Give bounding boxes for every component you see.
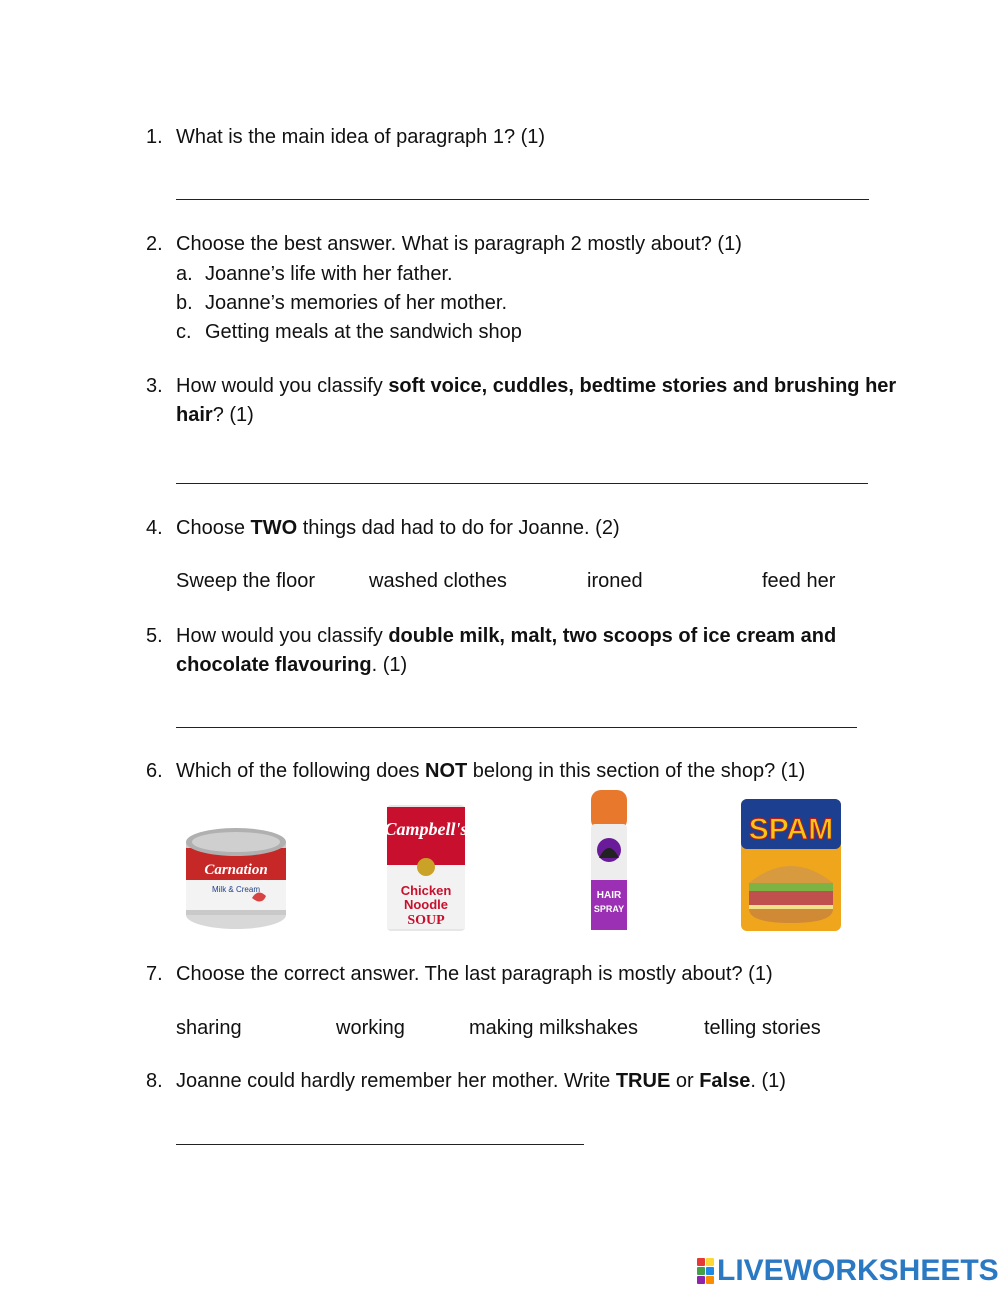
choice-making-milkshakes[interactable]: making milkshakes — [469, 1017, 638, 1039]
carnation-can-icon[interactable] — [182, 818, 290, 933]
option-a-letter: a. — [176, 263, 193, 285]
question-6-number: 6. — [146, 760, 163, 782]
option-a-text[interactable]: Joanne’s life with her father. — [205, 263, 453, 285]
soup-line2: Noodle — [403, 897, 449, 912]
hair-spray-icon[interactable] — [585, 788, 633, 933]
soup-line3: SOUP — [407, 913, 445, 928]
question-7-number: 7. — [146, 963, 163, 985]
choice-washed-clothes[interactable]: washed clothes — [369, 570, 507, 592]
choice-sweep-the-floor[interactable]: Sweep the floor — [176, 570, 315, 592]
question-5-line1: How would you classify double milk, malt, two scoops of ice cream and — [176, 625, 837, 647]
choice-telling-stories[interactable]: telling stories — [704, 1017, 821, 1039]
logo-blocks-icon — [697, 1258, 714, 1284]
question-5-number: 5. — [146, 625, 163, 647]
option-b-text[interactable]: Joanne’s memories of her mother. — [205, 292, 508, 314]
question-1-number: 1. — [146, 126, 163, 148]
question-4-text: Choose TWO things dad had to do for Joanne. (2) — [176, 517, 620, 539]
question-5-line2: chocolate flavouring. (1) — [176, 654, 408, 676]
answer-line-5[interactable] — [176, 727, 857, 728]
answer-line-8[interactable] — [176, 1144, 584, 1145]
spray-line1: HAIR — [596, 890, 622, 901]
soup-brand: Campbell's — [384, 819, 468, 839]
choice-ironed[interactable]: ironed — [587, 570, 643, 592]
spray-line2: SPRAY — [593, 904, 625, 914]
question-2-number: 2. — [146, 233, 163, 255]
soup-can-icon[interactable] — [363, 803, 488, 933]
question-6-text: Which of the following does NOT belong in this section of the shop? (1) — [176, 760, 806, 782]
option-c-text[interactable]: Getting meals at the sandwich shop — [205, 321, 522, 343]
option-b-letter: b. — [176, 292, 193, 314]
question-3-line2: hair? (1) — [176, 404, 254, 426]
question-2-text: Choose the best answer. What is paragraph 2 mostly about? (1) — [176, 233, 742, 255]
carnation-brand: Carnation — [204, 862, 268, 878]
option-c-letter: c. — [176, 321, 192, 343]
answer-line-3[interactable] — [176, 483, 868, 484]
spam-brand: SPAM — [748, 813, 834, 846]
question-8-text: Joanne could hardly remember her mother. Write TRUE or False. (1) — [176, 1070, 786, 1092]
soup-line1: Chicken — [400, 883, 452, 898]
carnation-sub: Milk & Cream — [211, 885, 261, 894]
choice-feed-her[interactable]: feed her — [762, 570, 836, 592]
question-4-number: 4. — [146, 517, 163, 539]
question-3-number: 3. — [146, 375, 163, 397]
spam-can-icon[interactable] — [739, 797, 843, 933]
choice-working[interactable]: working — [336, 1017, 405, 1039]
question-1-text: What is the main idea of paragraph 1? (1) — [176, 126, 546, 148]
liveworksheets-logo — [697, 1256, 999, 1286]
question-8-number: 8. — [146, 1070, 163, 1092]
question-3-line1: How would you classify soft voice, cuddles, bedtime stories and brushing her — [176, 375, 897, 397]
logo-text: LIVEWORKSHEETS — [717, 1254, 999, 1287]
choice-sharing[interactable]: sharing — [176, 1017, 242, 1039]
answer-line-1[interactable] — [176, 199, 869, 200]
question-7-text: Choose the correct answer. The last paragraph is mostly about? (1) — [176, 963, 773, 985]
